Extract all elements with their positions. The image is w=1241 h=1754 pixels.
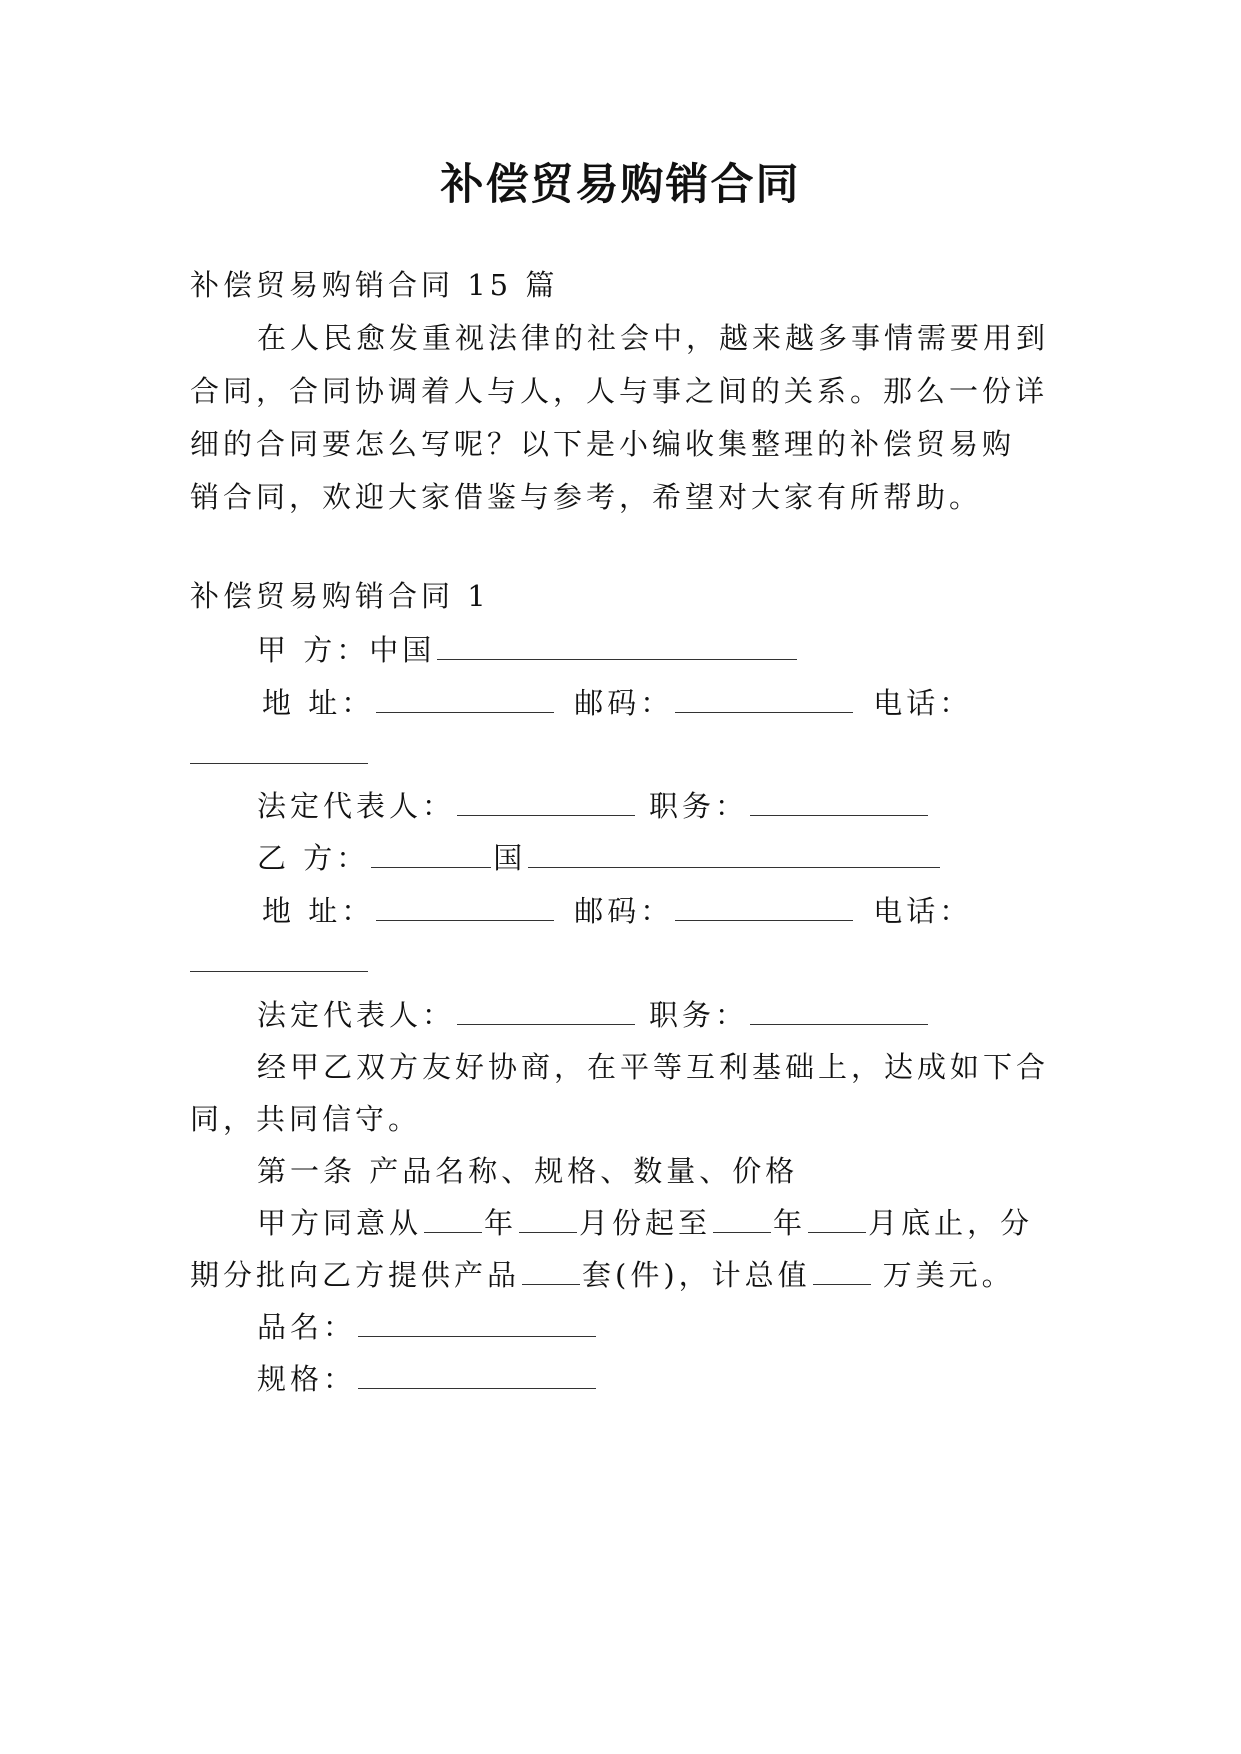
party-b-row bbox=[257, 838, 942, 878]
start-year-blank[interactable] bbox=[424, 1206, 482, 1233]
legal-rep-label: 法定代表人： bbox=[257, 789, 456, 823]
address-blank[interactable] bbox=[376, 894, 554, 921]
product-name-row bbox=[257, 1307, 598, 1347]
postcode-label: 邮码： bbox=[574, 894, 674, 928]
intro-paragraph-line: 合同，合同协调着人与人，人与事之间的关系。那么一份详 bbox=[190, 374, 1049, 408]
party-b-rep-row bbox=[257, 995, 930, 1035]
intro-paragraph-line: 细的合同要怎么写呢？以下是小编收集整理的补偿贸易购 bbox=[190, 427, 1016, 461]
article1-prefix2: 期分批向乙方提供产品 bbox=[190, 1258, 521, 1292]
article1-tail2: 万美元。 bbox=[882, 1258, 1015, 1292]
article1-period-row bbox=[257, 1203, 1033, 1243]
address-label: 地 址： bbox=[262, 894, 375, 928]
party-b-label: 乙 方： bbox=[257, 841, 370, 875]
intro-paragraph-line: 在人民愈发重视法律的社会中，越来越多事情需要用到 bbox=[257, 321, 1050, 355]
unit-label: 套(件)，计总值 bbox=[582, 1258, 811, 1292]
article1-quantity-row bbox=[190, 1255, 1015, 1295]
total-value-blank[interactable] bbox=[813, 1258, 871, 1285]
position-label: 职务： bbox=[649, 998, 749, 1032]
address-blank[interactable] bbox=[376, 686, 554, 713]
intro-heading: 补偿贸易购销合同 15 篇 bbox=[190, 268, 559, 302]
agreement-line: 经甲乙双方友好协商，在平等互利基础上，达成如下合 bbox=[257, 1050, 1050, 1084]
phone-label: 电话： bbox=[873, 894, 973, 928]
party-b-contact-row bbox=[262, 891, 972, 931]
intro-paragraph-line: 销合同，欢迎大家借鉴与参考，希望对大家有所帮助。 bbox=[190, 480, 983, 514]
position-blank[interactable] bbox=[750, 789, 928, 816]
month-label: 月份起至 bbox=[579, 1206, 712, 1240]
phone-blank[interactable] bbox=[190, 737, 368, 764]
party-a-phone-row bbox=[190, 734, 368, 774]
phone-label: 电话： bbox=[873, 686, 973, 720]
party-a-value: 中国 bbox=[369, 633, 436, 667]
article1-tail: 月底止，分 bbox=[868, 1206, 1034, 1240]
party-b-blank[interactable] bbox=[528, 841, 940, 868]
spec-row bbox=[257, 1359, 598, 1399]
document-title: 补偿贸易购销合同 bbox=[440, 160, 801, 210]
address-label: 地 址： bbox=[262, 686, 375, 720]
product-name-blank[interactable] bbox=[358, 1310, 596, 1337]
party-b-phone-row bbox=[190, 942, 368, 982]
year-label: 年 bbox=[484, 1206, 518, 1240]
party-a-rep-row bbox=[257, 786, 930, 826]
postcode-label: 邮码： bbox=[574, 686, 674, 720]
legal-rep-blank[interactable] bbox=[457, 789, 635, 816]
legal-rep-blank[interactable] bbox=[457, 998, 635, 1025]
end-year-blank[interactable] bbox=[713, 1206, 771, 1233]
quantity-blank[interactable] bbox=[522, 1258, 580, 1285]
phone-blank[interactable] bbox=[190, 945, 368, 972]
party-a-label: 甲 方： bbox=[257, 633, 370, 667]
position-label: 职务： bbox=[649, 789, 749, 823]
start-month-blank[interactable] bbox=[519, 1206, 577, 1233]
party-a-contact-row bbox=[262, 683, 972, 723]
legal-rep-label: 法定代表人： bbox=[257, 998, 456, 1032]
year-label: 年 bbox=[773, 1206, 807, 1240]
end-month-blank[interactable] bbox=[808, 1206, 866, 1233]
postcode-blank[interactable] bbox=[675, 686, 853, 713]
party-a-row bbox=[257, 630, 799, 670]
agreement-line: 同，共同信守。 bbox=[190, 1102, 422, 1136]
article1-prefix: 甲方同意从 bbox=[257, 1206, 423, 1240]
party-b-name-blank[interactable] bbox=[371, 841, 491, 868]
party-a-blank[interactable] bbox=[437, 633, 797, 660]
position-blank[interactable] bbox=[750, 998, 928, 1025]
product-name-label: 品名： bbox=[257, 1310, 357, 1344]
spec-label: 规格： bbox=[257, 1362, 357, 1396]
spec-blank[interactable] bbox=[358, 1362, 596, 1389]
section1-heading: 补偿贸易购销合同 1 bbox=[190, 579, 490, 613]
postcode-blank[interactable] bbox=[675, 894, 853, 921]
party-b-suffix: 国 bbox=[493, 841, 527, 875]
article1-heading: 第一条 产品名称、规格、数量、价格 bbox=[257, 1154, 799, 1188]
